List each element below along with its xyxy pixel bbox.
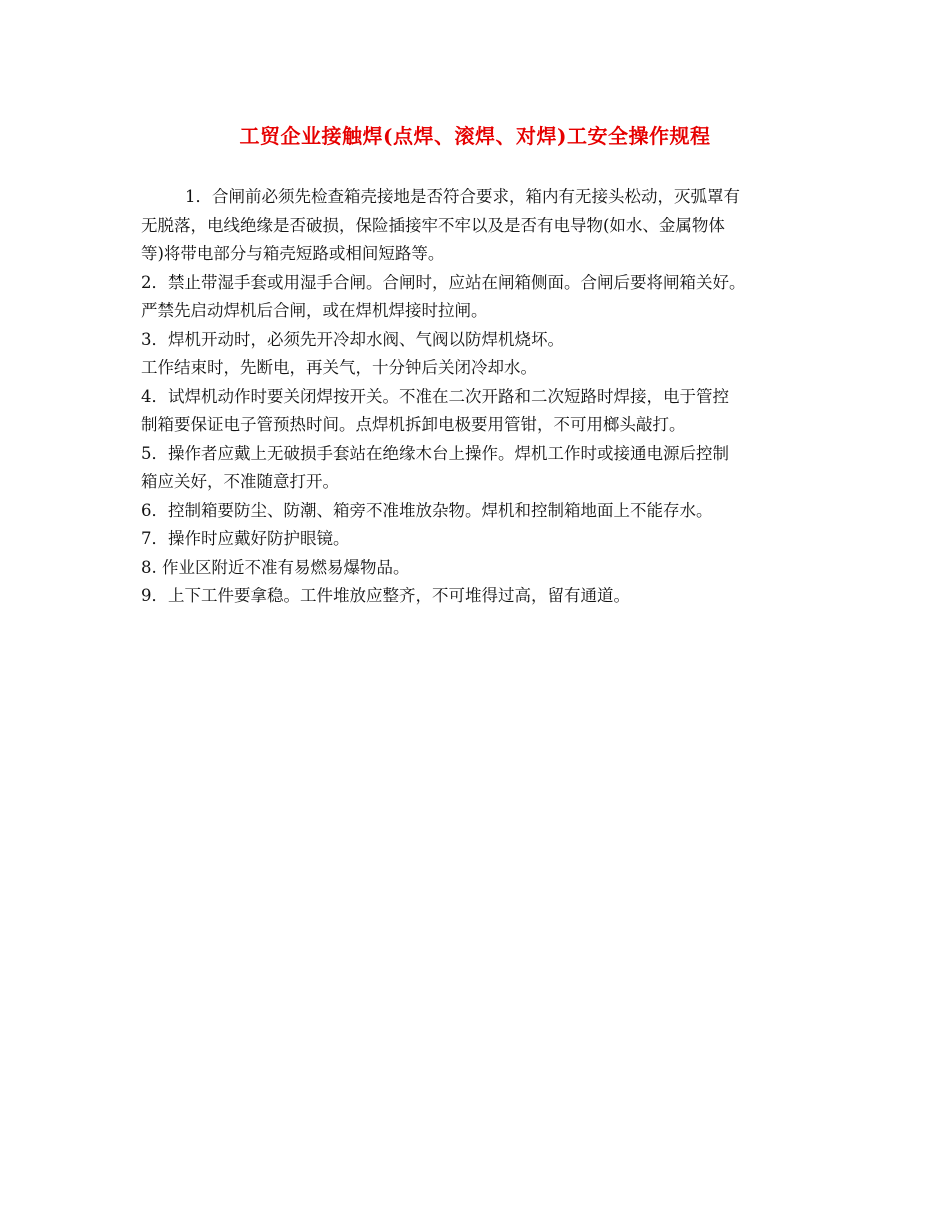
document-title: 工贸企业接触焊(点焊、滚焊、对焊)工安全操作规程 [239, 124, 711, 148]
paragraph-line: 5．操作者应戴上无破损手套站在绝缘木台上操作。焊机工作时或接通电源后控制 [141, 443, 729, 463]
paragraph-line: 工作结束时，先断电，再关气，十分钟后关闭冷却水。 [141, 358, 537, 377]
paragraph-line: 箱应关好，不准随意打开。 [141, 472, 339, 491]
document-body [141, 183, 831, 611]
paragraph-line: 制箱要保证电子管预热时间。点焊机拆卸电极要用管钳，不可用榔头敲打。 [141, 415, 686, 434]
paragraph-line: 8. 作业区附近不准有易燃易爆物品。 [141, 557, 410, 577]
paragraph-line: 等)将带电部分与箱壳短路或相间短路等。 [141, 244, 445, 263]
paragraph-line: 1．合闸前必须先检查箱壳接地是否符合要求，箱内有无接头松动，灭弧罩有 [185, 187, 740, 206]
paragraph-line: 6．控制箱要防尘、防潮、箱旁不准堆放杂物。焊机和控制箱地面上不能存水。 [141, 500, 713, 520]
paragraph-line: 3．焊机开动时，必须先开冷却水阀、气阀以防焊机烧坏。 [141, 329, 564, 349]
paragraph-line: 7．操作时应戴好防护眼镜。 [141, 529, 350, 548]
paragraph-line: 严禁先启动焊机后合闸，或在焊机焊接时拉闸。 [141, 301, 488, 320]
paragraph-line: 9．上下工件要拿稳。工件堆放应整齐，不可堆得过高，留有通道。 [141, 586, 630, 605]
paragraph-line: 无脱落，电线绝缘是否破损，保险插接牢不牢以及是否有电导物(如水、金属物体 [141, 215, 725, 235]
paragraph-line: 4．试焊机动作时要关闭焊按开关。不准在二次开路和二次短路时焊接，电于管控 [141, 386, 729, 406]
paragraph-line: 2．禁止带湿手套或用湿手合闸。合闸时，应站在闸箱侧面。合闸后要将闸箱关好。 [141, 272, 746, 292]
